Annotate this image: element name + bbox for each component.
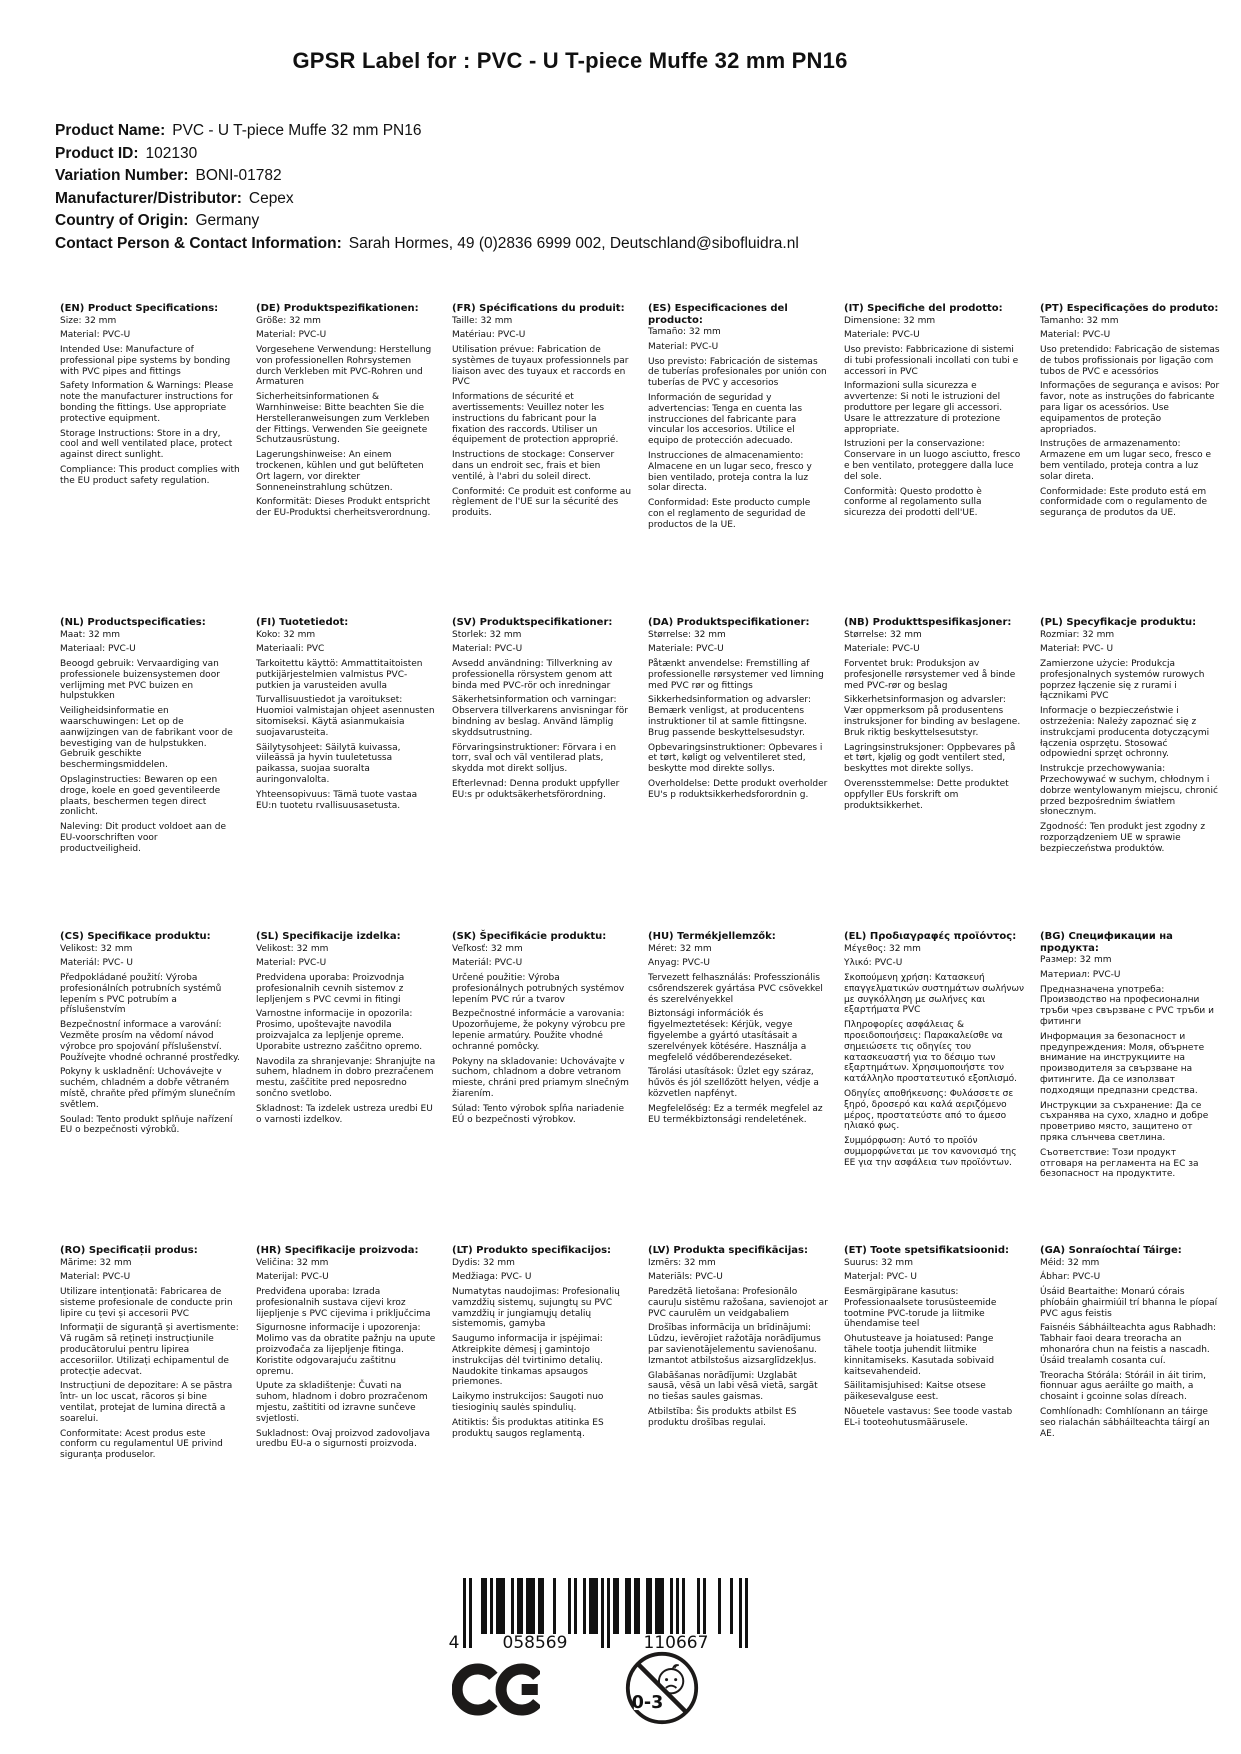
spec-paragraph: Materiał: PVC- U xyxy=(1040,644,1114,655)
spec-block-header: (NL) Productspecificaties: xyxy=(60,617,206,628)
spec-paragraph: Sikkerhetsinformasjon og advarsler: Vær oppmerksom på produsentens instruksjoner for binding av beslagene. Bruk riktig beskyttelsesutstyr. xyxy=(844,695,1021,738)
spec-block-header: (SV) Produktspecifikationer: xyxy=(452,617,613,628)
spec-block-header: (FR) Spécifications du produit: xyxy=(452,303,625,314)
product-info-value: Cepex xyxy=(248,189,294,207)
spec-paragraph: Rozmiar: 32 mm xyxy=(1040,629,1115,640)
spec-paragraph: Ábhar: PVC-U xyxy=(1040,1272,1101,1283)
spec-paragraph: Material: PVC-U xyxy=(648,341,719,352)
spec-paragraph: Tamaño: 32 mm xyxy=(648,327,721,337)
spec-paragraph: Predvidena uporaba: Proizvodnja profesionalnih cevnih sistemov z lepljenjem s PVC cevmi in fitingi xyxy=(256,973,405,1005)
spec-paragraph: Taille: 32 mm xyxy=(452,315,513,326)
spec-paragraph: Suurus: 32 mm xyxy=(844,1257,913,1268)
product-info-value: PVC - U T-piece Muffe 32 mm PN16 xyxy=(172,122,422,139)
product-info-value: Germany xyxy=(195,212,260,229)
spec-paragraph: Størrelse: 32 mm xyxy=(648,629,726,640)
spec-paragraph: Nõuetele vastavus: See toode vastab EL-i tooteohutusmäärusele. xyxy=(844,1407,1013,1428)
spec-block-body xyxy=(1040,630,1220,855)
spec-paragraph: Size: 32 mm xyxy=(60,315,117,326)
spec-paragraph: Izmērs: 32 mm xyxy=(648,1257,716,1268)
spec-paragraph: Materiale: PVC-U xyxy=(844,330,920,341)
barcode-system-digit: 4 xyxy=(448,1633,460,1650)
spec-paragraph: Zamierzone użycie: Produkcja profesjonalnych systemów rurowych poprzez łączenie się z rurami i łącznikami PVC xyxy=(1040,659,1205,702)
spec-block-header: (GA) Sonraíochtaí Táirge: xyxy=(1040,1245,1182,1256)
spec-paragraph: Bezpečnostné informácie a varovania: Upozorňujeme, že pokyny výrobcu pre lepenie armatúry. Použite vhodné ochranné pomôcky. xyxy=(452,1009,626,1052)
baby-hair-curl xyxy=(673,1665,679,1669)
spec-block xyxy=(452,617,632,931)
spec-paragraph: Säilytysohjeet: Säilytä kuivassa, viileässä ja hyvin tuuletetussa paikassa, suojaa suoralta auringonvalolta. xyxy=(256,742,401,786)
spec-paragraph: Maat: 32 mm xyxy=(60,629,121,640)
spec-block-body xyxy=(648,630,828,801)
spec-paragraph: Størrelse: 32 mm xyxy=(844,629,922,640)
spec-paragraph: Utilizare intenționată: Fabricarea de sisteme profesionale de conducte prin lipire cu țevi și accesorii PVC xyxy=(60,1287,233,1319)
spec-block-body xyxy=(60,316,240,487)
spec-paragraph: Opslaginstructies: Bewaren op een droge, koele en goed geventileerde plaats, beschermen tegen direct zonlicht. xyxy=(60,775,221,818)
spec-paragraph: Sigurnosne informacije i upozorenja: Molimo vas da obratite pažnju na upute proizvođača za lijepljenje fitinga. Koristite odgovarajuću zaštitnu opremu. xyxy=(256,1323,436,1377)
spec-paragraph: Säilitamisjuhised: Kaitse otsese päikesevalguse eest. xyxy=(844,1381,986,1403)
age-warning-0-3-icon xyxy=(624,1650,700,1726)
spec-paragraph: Paredzētā lietošana: Profesionālo cauruļu sistēmu ražošana, savienojot ar PVC caurulēm un veidgabaliem xyxy=(648,1287,828,1319)
spec-block xyxy=(60,931,240,1245)
spec-paragraph: Intended Use: Manufacture of professional pipe systems by bonding with PVC pipes and fittings xyxy=(60,345,231,377)
spec-block-header: (BG) Спецификации на продукта: xyxy=(1040,931,1173,954)
spec-paragraph: Treoracha Stórála: Stóráil in áit tirim, fionnuar agus aeráilte go maith, a chosaint i gcoinne solas díreach. xyxy=(1040,1370,1206,1403)
spec-paragraph: Avsedd användning: Tillverkning av professionella rörsystem genom att binda med PVC-rör och inredningar xyxy=(452,659,613,691)
product-info-label: Contact Person & Contact Information: xyxy=(55,234,342,252)
spec-block xyxy=(1040,303,1220,617)
spec-paragraph: Informații de siguranță și avertismente: Vă rugăm să rețineți instrucțiunile producătorului pentru lipirea accesoriilor. Utilizați echipamentul de protecție adecvat. xyxy=(60,1323,239,1377)
spec-paragraph: Sukladnost: Ovaj proizvod zadovoljava uredbu EU-a o sigurnosti proizvoda. xyxy=(256,1428,430,1450)
spec-paragraph: Pokyny na skladovanie: Uchovávajte v suchom, chladnom a dobre vetranom mieste, chráni pred priamym slnečným žiarením. xyxy=(452,1056,629,1100)
spec-paragraph: Informazioni sulla sicurezza e avvertenze: Si noti le istruzioni del produttore per legare gli accessori. Usare le attrezzature di protezione appropriate. xyxy=(844,381,1003,435)
spec-paragraph: Informações de segurança e avisos: Por favor, note as instruções do fabricante para ligar os acessórios. Use equipamentos de proteção apropriados. xyxy=(1040,381,1220,435)
product-info-row xyxy=(55,165,799,188)
barcode-left-digits: 058569 xyxy=(502,1633,568,1650)
spec-paragraph: Materiál: PVC-U xyxy=(452,958,523,969)
spec-paragraph: Určené použitie: Výroba profesionálnych potrubných systémov lepením PVC rúr a tvarov xyxy=(452,973,625,1005)
product-info-label: Country of Origin: xyxy=(55,212,189,229)
product-info-label: Product Name: xyxy=(55,122,166,139)
product-info-value: BONI-01782 xyxy=(195,167,282,184)
product-info-label: Product ID: xyxy=(55,144,139,162)
spec-paragraph: Размер: 32 mm xyxy=(1040,955,1112,965)
spec-paragraph: Lagerungshinweise: An einem trockenen, kühlen und gut belüfteten Ort lagern, vor direkter Sonneneinstrahlung schützen. xyxy=(256,450,424,493)
spec-paragraph: Materiāls: PVC-U xyxy=(648,1272,723,1283)
spec-grid xyxy=(60,303,1220,1559)
spec-paragraph: Předpokládané použití: Výroba profesionálních potrubních systémů lepením s PVC potrubím a příslušenstvím xyxy=(60,973,222,1016)
spec-block xyxy=(648,303,828,617)
spec-block-header: (LV) Produkta specifikācijas: xyxy=(648,1245,808,1256)
spec-block-header: (EN) Product Specifications: xyxy=(60,303,219,314)
spec-paragraph: Material: PVC-U xyxy=(256,958,327,969)
spec-paragraph: Instrucciones de almacenamiento: Almacene en un lugar seco, fresco y bien ventilado, proteja contra la luz solar directa. xyxy=(648,450,812,494)
spec-paragraph: Säkerhetsinformation och varningar: Observera tillverkarens anvisningar för bindning av beslag. Använd lämplig skyddsutrustning. xyxy=(452,695,628,738)
spec-block xyxy=(452,931,632,1245)
spec-block-header: (SL) Specifikacije izdelka: xyxy=(256,931,401,942)
spec-block-body xyxy=(648,1258,828,1429)
spec-paragraph: Glabāšanas norādījumi: Uzglabāt sausā, vēsā un labi vēsā vietā, sargāt no tiešas saules gaismas. xyxy=(648,1370,818,1403)
product-info-value: 102130 xyxy=(145,144,198,162)
product-info-value: Sarah Hormes, 49 (0)2836 6999 002, Deutschland@sibofluidra.nl xyxy=(348,234,799,252)
spec-block-header: (RO) Specificații produs: xyxy=(60,1245,198,1256)
spec-paragraph: Materiál: PVC- U xyxy=(60,958,134,969)
spec-paragraph: Material: PVC-U xyxy=(60,330,131,341)
spec-paragraph: Material: PVC-U xyxy=(256,330,327,341)
spec-block-header: (NB) Produkttspesifikasjoner: xyxy=(844,617,1012,628)
spec-block-header: (PT) Especificações do produto: xyxy=(1040,303,1219,314)
spec-paragraph: Méret: 32 mm xyxy=(648,943,712,954)
spec-paragraph: Sicherheitsinformationen & Warnhinweise: Bitte beachten Sie die Herstelleranweisungen zum Verkleben der Fittings. Verwenden Sie geeignete Schutzausrüstung. xyxy=(256,392,430,446)
spec-paragraph: Lagringsinstruksjoner: Oppbevares på et tørt, kjølig og godt ventilert sted, beskyttes mot direkte sollys. xyxy=(844,742,1016,775)
spec-paragraph: Comhlíonadh: Comhlíonann an táirge seo rialachán sábháilteachta táirgí an AE. xyxy=(1040,1407,1210,1439)
spec-block-header: (ET) Toote spetsifikatsioonid: xyxy=(844,1245,1010,1256)
spec-paragraph: Veličina: 32 mm xyxy=(256,1257,329,1268)
spec-block-body xyxy=(844,630,1024,812)
spec-paragraph: Conformitate: Acest produs este conform cu regulamentul UE privind siguranța produselor. xyxy=(60,1428,223,1461)
spec-paragraph: Konformität: Dieses Produkt entspricht der EU-Produktsi cherheitsverordnung. xyxy=(256,497,431,519)
spec-block-header: (PL) Specyfikacje produktu: xyxy=(1040,617,1197,628)
spec-block-body xyxy=(256,944,436,1126)
spec-paragraph: Navodila za shranjevanje: Shranjujte na suhem, hladnem in dobro prezračenem mestu, zaščitite pred neposredno sončno svetlobo. xyxy=(256,1056,436,1100)
spec-block xyxy=(60,1245,240,1559)
spec-block xyxy=(844,1245,1024,1559)
spec-block xyxy=(1040,1245,1220,1559)
spec-paragraph: Dimensione: 32 mm xyxy=(844,315,936,326)
spec-paragraph: Tárolási utasítások: Üzlet egy száraz, hűvös és jól szellőzött helyen, védje a közvetlen napfényt. xyxy=(648,1067,819,1100)
spec-block-body xyxy=(648,327,828,531)
spec-block xyxy=(648,1245,828,1559)
spec-paragraph: Instruções de armazenamento: Armazene em um lugar seco, fresco e bem ventilado, proteja contra a luz solar direta. xyxy=(1040,439,1211,482)
spec-paragraph: Informations de sécurité et avertissements: Veuillez noter les instructions du fabricant pour la fixation des raccords. Utiliser un équipement de protection approprié. xyxy=(452,392,619,446)
spec-block xyxy=(256,931,436,1245)
spec-paragraph: Bezpečnostní informace a varování: Vezměte prosím na vědomí návod výrobce pro spojování příslušenství. Používejte vhodné ochranné prostředky. xyxy=(60,1020,240,1063)
spec-paragraph: Biztonsági információk és figyelmeztetések: Kérjük, vegye figyelembe a gyártó utasításait a szerelvények kötésére. Használja a megfelelő védőberendezéseket. xyxy=(648,1009,807,1063)
product-info-label: Variation Number: xyxy=(55,167,189,184)
page-title: GPSR Label for : PVC - U T-piece Muffe 32 mm PN16 xyxy=(292,48,848,73)
spec-paragraph: Overholdelse: Dette produkt overholder EU's p roduktsikkerhedsforordnin g. xyxy=(648,779,828,800)
spec-paragraph: Megfelelőség: Ez a termék megfelel az EU termékbiztonsági rendeletének. xyxy=(648,1103,823,1125)
spec-paragraph: Υλικό: PVC-U xyxy=(844,958,903,969)
spec-paragraph: Utilisation prévue: Fabrication de systèmes de tuyaux professionnels par liaison avec des tuyaux et raccords en PVC xyxy=(452,345,629,388)
spec-paragraph: Safety Information & Warnings: Please note the manufacturer instructions for bonding the fittings. Use appropriate protective equipment. xyxy=(60,381,234,424)
spec-paragraph: Atbilstība: Šis produkts atbilst ES produktu drošības regulai. xyxy=(648,1407,797,1428)
product-info xyxy=(55,120,799,255)
spec-paragraph: Skladnost: Ta izdelek ustreza uredbi EU o varnosti izdelkov. xyxy=(256,1103,433,1125)
spec-paragraph: Overensstemmelse: Dette produktet oppfyller EUs forskrift om produktsikkerhet. xyxy=(844,779,1009,811)
spec-block xyxy=(648,617,828,931)
spec-paragraph: Conformità: Questo prodotto è conforme al regolamento sulla sicurezza dei prodotti dell'UE. xyxy=(844,486,982,519)
spec-block-body xyxy=(452,316,632,520)
spec-paragraph: Veiligheidsinformatie en waarschuwingen: Let op de aanwijzingen van de fabrikant voor de bevestiging van de hulpstukken. Gebruik geschikte beschermingsmiddelen. xyxy=(60,706,233,771)
spec-paragraph: Informacje o bezpieczeństwie i ostrzeżenia: Należy zapoznać się z instrukcjami producenta dotyczącymi łączenia osprzętu. Stosować odpowiedni sprzęt ochronny. xyxy=(1040,706,1210,760)
spec-block xyxy=(1040,931,1220,1245)
spec-paragraph: Instrucțiuni de depozitare: A se păstra într- un loc uscat, răcoros și bine ventilat, protejat de lumina directă a soarelui. xyxy=(60,1381,233,1424)
spec-paragraph: Eesmärgipärane kasutus: Professionaalsete torusüsteemide tootmine PVC-torude ja liitmike ühendamise teel xyxy=(844,1287,997,1330)
spec-paragraph: Turvallisuustiedot ja varoitukset: Huomioi valmistajan ohjeet asennusten sitomiseksi. Käytä asianmukaisia suojavarusteita. xyxy=(256,695,435,738)
spec-paragraph: Upute za skladištenje: Čuvati na suhom, hladnom i dobro prozračenom mjestu, zaštititi od izravne sunčeve svjetlosti. xyxy=(256,1381,428,1424)
spec-paragraph: Tarkoitettu käyttö: Ammattitaitoisten putkijärjestelmien valmistus PVC-putkien ja varusteiden avulla xyxy=(256,659,423,691)
spec-paragraph: Tamanho: 32 mm xyxy=(1040,315,1119,326)
spec-paragraph: Soulad: Tento produkt splňuje nařízení EU o bezpečnosti výrobků. xyxy=(60,1114,233,1136)
spec-paragraph: Инструкции за съхранение: Да се съхранява на сухо, хладно и добре проветриво място, защитено от пряка слънчева светлина. xyxy=(1040,1100,1209,1143)
spec-block-header: (HU) Termékjellemzők: xyxy=(648,931,776,942)
spec-block-body xyxy=(1040,316,1220,520)
barcode xyxy=(448,1578,748,1650)
product-info-row xyxy=(55,210,799,233)
barcode-bars-svg xyxy=(448,1578,748,1650)
spec-block-header: (ES) Especificaciones del producto: xyxy=(648,303,788,326)
spec-paragraph: Opbevaringsinstruktioner: Opbevares i et tørt, køligt og velventileret sted, beskytte mod direkte sollys. xyxy=(648,742,823,775)
spec-paragraph: Veľkosť: 32 mm xyxy=(452,943,523,954)
product-info-row xyxy=(55,143,799,166)
age-range-text: 0-3 xyxy=(631,1692,664,1713)
spec-paragraph: Atitiktis: Šis produktas atitinka ES produktų saugos reglamentą. xyxy=(452,1417,604,1439)
spec-block-body xyxy=(256,316,436,520)
product-info-row xyxy=(55,188,799,211)
spec-block-body xyxy=(844,316,1024,520)
barcode-right-digits: 110667 xyxy=(643,1633,709,1650)
spec-paragraph: Forventet bruk: Produksjon av profesjonelle rørsystemer ved å binde med PVC-rør og beslag xyxy=(844,659,1016,691)
spec-paragraph: Material: PVC-U xyxy=(452,644,523,655)
spec-paragraph: Conformidad: Este producto cumple con el reglamento de seguridad de productos de la UE. xyxy=(648,498,811,530)
spec-paragraph: Предназначена употреба: Производство на професионални тръби чрез свързване с PVC тръби и фитинги xyxy=(1040,984,1214,1027)
spec-paragraph: Velikost: 32 mm xyxy=(256,943,329,954)
spec-block-header: (DA) Produktspecifikationer: xyxy=(648,617,810,628)
spec-block-body xyxy=(452,944,632,1126)
spec-paragraph: Материал: PVC-U xyxy=(1040,969,1121,980)
product-info-row xyxy=(55,233,799,256)
spec-paragraph: Μέγεθος: 32 mm xyxy=(844,943,921,954)
spec-paragraph: Materiaal: PVC-U xyxy=(60,644,136,655)
spec-paragraph: Predviđena uporaba: Izrada profesionalnih sustava cijevi kroz lijepljenje s PVC cijevima i priključcima xyxy=(256,1287,431,1319)
spec-paragraph: Beoogd gebruik: Vervaardiging van professionele buizensystemen door verlijming met PVC buizen en hulpstukken xyxy=(60,659,220,702)
spec-paragraph: Zgodność: Ten produkt jest zgodny z rozporządzeniem UE w sprawie bezpieczeństwa produktów. xyxy=(1040,822,1206,854)
spec-paragraph: Tervezett felhasználás: Professzionális csőrendszerek gyártása PVC csövekkel és szerelvényekkel xyxy=(648,973,823,1005)
spec-paragraph: Compliance: This product complies with the EU product safety regulation. xyxy=(60,465,240,486)
spec-block-body xyxy=(256,1258,436,1451)
spec-paragraph: Ohutusteave ja hoiatused: Pange tähele tootja juhendit liitmike kinnitamiseks. Kasutada sobivaid kaitsevahendeid. xyxy=(844,1334,995,1377)
product-info-row xyxy=(55,120,799,143)
spec-paragraph: Velikost: 32 mm xyxy=(60,943,133,954)
spec-paragraph: Faisnéis Sábháilteachta agus Rabhadh: Tabhair faoi deara treoracha an mhonaróra chun na feistis a nascadh. Úsáid trealamh cosanta cuí. xyxy=(1040,1323,1217,1366)
spec-paragraph: Förvaringsinstruktioner: Förvara i en torr, sval och väl ventilerad plats, skydda mot direkt solljus. xyxy=(452,742,617,775)
spec-paragraph: Súlad: Tento výrobok spĺňa nariadenie EÚ o bezpečnosti výrobkov. xyxy=(452,1103,625,1125)
spec-paragraph: Mărime: 32 mm xyxy=(60,1257,132,1268)
spec-paragraph: Materiaali: PVC xyxy=(256,644,325,655)
spec-block-header: (HR) Specifikacije proizvoda: xyxy=(256,1245,419,1256)
spec-paragraph: Съответствие: Този продукт отговаря на регламента на ЕС за безопасност на продуктите. xyxy=(1040,1147,1199,1180)
spec-paragraph: Uso pretendido: Fabricação de sistemas de tubos profissionais por ligação com tubos de PVC e acessórios xyxy=(1040,345,1220,377)
spec-paragraph: Saugumo informacija ir įspėjimai: Atkreipkite dėmesį į gamintojo instrukcijas dėl tvirtinimo detalių. Naudokite tinkamas apsaugos priemones. xyxy=(452,1334,603,1388)
product-info-label: Manufacturer/Distributor: xyxy=(55,189,242,207)
spec-block xyxy=(844,617,1024,931)
spec-block-header: (EL) Προδιαγραφές προϊόντος: xyxy=(844,931,1017,942)
spec-paragraph: Úsáid Beartaithe: Monarú córais phíobáin ghairmiúil trí bhanna le píopaí PVC agus feistis xyxy=(1040,1287,1218,1319)
spec-block xyxy=(60,617,240,931)
spec-block-header: (DE) Produktspezifikationen: xyxy=(256,303,419,314)
spec-block xyxy=(844,931,1024,1245)
spec-paragraph: Instrukcje przechowywania: Przechowywać w suchym, chłodnym i dobrze wentylowanym miejscu, chronić przed bezpośrednim światłem słonecznym. xyxy=(1040,764,1218,818)
spec-paragraph: Laikymo instrukcijos: Saugoti nuo tiesioginių saulės spindulių. xyxy=(452,1392,604,1414)
spec-block xyxy=(1040,617,1220,931)
spec-block-body xyxy=(844,1258,1024,1429)
spec-paragraph: Istruzioni per la conservazione: Conservare in un luogo asciutto, fresco e ben ventilato, proteggere dalla luce del sole. xyxy=(844,439,1021,482)
spec-block-body xyxy=(256,630,436,812)
spec-block xyxy=(256,1245,436,1559)
spec-paragraph: Συμμόρφωση: Αυτό το προϊόν συμμορφώνεται με τον κανονισμό της ΕΕ για την ασφάλεια των προϊόντων. xyxy=(844,1136,1017,1168)
spec-paragraph: Dydis: 32 mm xyxy=(452,1257,515,1268)
spec-block-body xyxy=(60,944,240,1137)
spec-block-header: (SK) Špecifikácie produktu: xyxy=(452,931,607,942)
spec-block-header: (IT) Specifiche del prodotto: xyxy=(844,303,1003,314)
spec-paragraph: Méid: 32 mm xyxy=(1040,1257,1100,1268)
spec-paragraph: Numatytas naudojimas: Profesionalių vamzdžių sistemų, sujungtų su PVC vamzdžių ir jungiamųjų detalių sistemomis, gamyba xyxy=(452,1287,620,1330)
spec-paragraph: Instructions de stockage: Conserver dans un endroit sec, frais et bien ventilé, à l'abri du soleil direct. xyxy=(452,450,615,482)
spec-paragraph: Matériau: PVC-U xyxy=(452,330,526,341)
spec-block xyxy=(648,931,828,1245)
spec-paragraph: Efterlevnad: Denna produkt uppfyller EU:s pr oduktsäkerhetsförordning. xyxy=(452,779,620,800)
spec-paragraph: Conformité: Ce produit est conforme au règlement de l'UE sur la sécurité des produits. xyxy=(452,486,632,519)
spec-paragraph: Storage Instructions: Store in a dry, cool and well ventilated place, protect against direct sunlight. xyxy=(60,428,233,461)
spec-paragraph: Информация за безопасност и предупреждения: Моля, обърнете внимание на инструкциите на производителя за свързване на фитингите. Да се използват подходящи предпазни средства. xyxy=(1040,1031,1205,1096)
spec-paragraph: Material: PVC-U xyxy=(1040,330,1111,341)
spec-block-body xyxy=(60,1258,240,1462)
spec-paragraph: Pokyny k uskladnění: Uchovávejte v suchém, chladném a dobře větraném místě, chraňte před přímým slunečním světlem. xyxy=(60,1067,236,1110)
spec-block xyxy=(844,303,1024,617)
spec-block xyxy=(60,303,240,617)
spec-paragraph: Storlek: 32 mm xyxy=(452,629,522,640)
spec-block-body xyxy=(1040,955,1220,1180)
spec-paragraph: Conformidade: Este produto está em conformidade com o regulamento de segurança de produtos da UE. xyxy=(1040,486,1208,519)
spec-block-body xyxy=(648,944,828,1126)
spec-paragraph: Vorgesehene Verwendung: Herstellung von professionellen Rohrsystemen durch Verkleben mit PVC-Rohren und Armaturen xyxy=(256,345,432,388)
spec-paragraph: Größe: 32 mm xyxy=(256,315,321,326)
spec-paragraph: Koko: 32 mm xyxy=(256,629,316,640)
spec-block-header: (FI) Tuotetiedot: xyxy=(256,617,349,628)
spec-paragraph: Anyag: PVC-U xyxy=(648,958,711,969)
spec-block-body xyxy=(452,630,632,801)
spec-paragraph: Información de seguridad y advertencias: Tenga en cuenta las instrucciones del fabricante para vincular los accesorios. Utilice el equipo de protección adecuado. xyxy=(648,392,803,447)
spec-block-header: (CS) Specifikace produktu: xyxy=(60,931,211,942)
spec-block xyxy=(452,1245,632,1559)
spec-paragraph: Uso previsto: Fabbricazione di sistemi di tubi professionali incollati con tubi e accessori in PVC xyxy=(844,345,1019,377)
spec-paragraph: Yhteensopivuus: Tämä tuote vastaa EU:n tuotetu rvallisuusasetusta. xyxy=(256,789,418,811)
spec-block-body xyxy=(60,630,240,855)
spec-paragraph: Sikkerhedsinformation og advarsler: Bemærk venligst, at producentens instruktioner til at samle fittingsne. Brug passende beskyttelsesudstyr. xyxy=(648,695,811,738)
spec-paragraph: Materiale: PVC-U xyxy=(844,644,920,655)
spec-paragraph: Uso previsto: Fabricación de sistemas de tuberías profesionales por unión con tuberías de PVC y accesorios xyxy=(648,356,827,389)
spec-paragraph: Naleving: Dit product voldoet aan de EU-voorschriften voor productveiligheid. xyxy=(60,822,227,854)
spec-block-body xyxy=(452,1258,632,1440)
spec-paragraph: Medžiaga: PVC- U xyxy=(452,1272,532,1283)
spec-block-header: (LT) Produkto specifikacijos: xyxy=(452,1245,612,1256)
spec-paragraph: Πληροφορίες ασφάλειας & προειδοποιήσεις: Παρακαλείσθε να σημειώσετε τις οδηγίες του κατασκευαστή για το δέσιμο των εξαρτημάτων. Χρησιμοποιήστε τον κατάλληλο προστατευτικό εξοπλισμό. xyxy=(844,1020,1017,1085)
spec-paragraph: Οδηγίες αποθήκευσης: Φυλάσσετε σε ξηρό, δροσερό και καλά αεριζόμενο μέρος, προστατεύστε από το άμεσο ηλιακό φως. xyxy=(844,1089,1014,1132)
spec-block xyxy=(256,617,436,931)
spec-paragraph: Σκοπούμενη χρήση: Κατασκευή επαγγελματικών συστημάτων σωλήνων με συγκόλληση με σωλήνες και εξαρτήματα PVC xyxy=(844,973,1025,1016)
spec-block-body xyxy=(1040,1258,1220,1440)
spec-paragraph: Materiale: PVC-U xyxy=(648,644,724,655)
spec-block xyxy=(256,303,436,617)
ce-mark-icon xyxy=(452,1660,540,1719)
spec-block xyxy=(452,303,632,617)
spec-paragraph: Påtænkt anvendelse: Fremstilling af professionelle rørsystemer ved limning med PVC rør og fittings xyxy=(648,659,824,691)
spec-paragraph: Varnostne informacije in opozorila: Prosimo, upoštevajte navodila proizvajalca za lepljenje opreme. Uporabite ustrezno zaščitno opremo. xyxy=(256,1009,423,1052)
spec-block-body xyxy=(844,944,1024,1169)
spec-paragraph: Materijal: PVC-U xyxy=(256,1272,329,1283)
spec-paragraph: Material: PVC-U xyxy=(60,1272,131,1283)
spec-paragraph: Drošības informācija un brīdinājumi: Lūdzu, ievērojiet ražotāja norādījumus par savienotājelementu savienošanu. Izmantot atbilstošus aizsarglīdzekļus. xyxy=(648,1323,821,1366)
spec-paragraph: Materjal: PVC- U xyxy=(844,1272,918,1283)
